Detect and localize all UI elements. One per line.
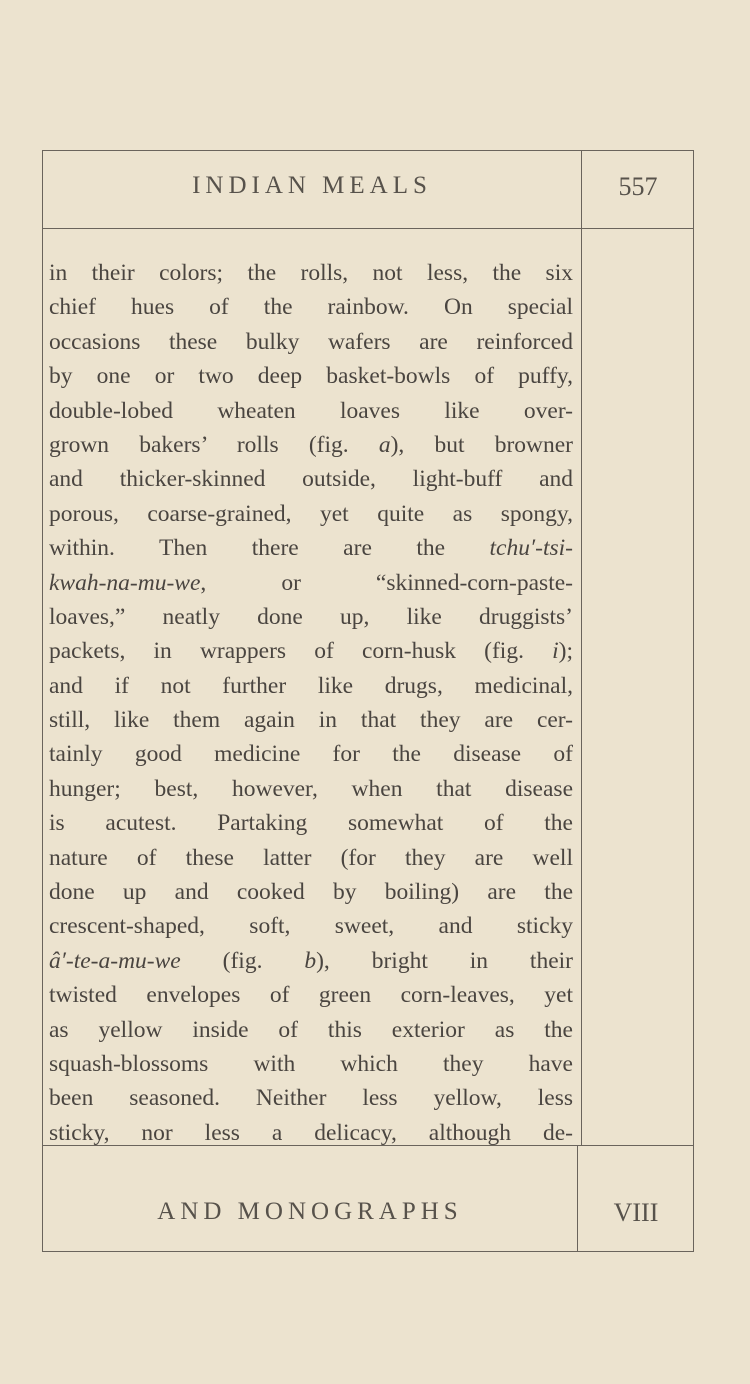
text-segment: by one or two deep basket-bowls of puffy,: [49, 363, 573, 390]
text-line: [49, 705, 573, 739]
text-line: [49, 327, 573, 361]
text-line: [49, 877, 573, 911]
text-line: [49, 843, 573, 877]
italic-term: a: [378, 431, 391, 458]
text-line: [49, 602, 573, 636]
text-segment: double-lobed wheaten loaves like over-: [49, 397, 573, 424]
text-segment: tainly good medicine for the disease of: [49, 741, 573, 768]
text-segment: loaves,” neatly done up, like druggists’: [49, 603, 573, 630]
text-line: [49, 292, 573, 326]
italic-term: b: [304, 947, 317, 974]
text-line: [49, 396, 573, 430]
text-line: [49, 499, 573, 533]
text-line: [49, 808, 573, 842]
text-line: [49, 1015, 573, 1049]
text-segment: crescent-shaped, soft, sweet, and sticky: [49, 913, 573, 940]
text-line: [49, 980, 573, 1014]
text-line: [49, 1118, 573, 1152]
text-segment: is acutest. Partaking somewhat of the: [49, 810, 573, 837]
text-segment: ), bright in their: [316, 947, 573, 974]
running-head: INDIAN MEALS: [192, 172, 432, 199]
text-segment: porous, coarse-grained, yet quite as spongy,: [49, 500, 573, 527]
text-segment: hunger; best, however, when that disease: [49, 775, 573, 802]
header-divider: [42, 228, 694, 229]
text-line: [49, 361, 573, 395]
text-line: [49, 568, 573, 602]
page-number: 557: [618, 172, 658, 201]
text-segment: grown bakers’ rolls (fig.: [49, 431, 379, 458]
text-line: [49, 464, 573, 498]
italic-term: kwah-na-mu-we: [49, 569, 201, 596]
text-segment: within. Then there are the: [49, 535, 490, 562]
italic-term: â′-te-a-mu-we: [49, 947, 181, 974]
text-segment: twisted envelopes of green corn-leaves, yet: [49, 982, 573, 1009]
text-segment: done up and cooked by boiling) are the: [49, 879, 573, 906]
text-line: [49, 671, 573, 705]
text-segment: nature of these latter (for they are well: [49, 844, 573, 871]
text-segment: packets, in wrappers of corn-husk (fig.: [49, 638, 553, 665]
text-segment: squash-blossoms with which they have: [49, 1050, 573, 1077]
text-line: [49, 258, 573, 292]
text-segment: ), but browner: [390, 431, 573, 458]
text-segment: in their colors; the rolls, not less, the six: [49, 260, 573, 286]
text-line: [49, 533, 573, 567]
text-line: [49, 946, 573, 980]
body-text: [49, 258, 573, 1152]
running-foot: AND MONOGRAPHS: [157, 1198, 463, 1225]
italic-term: i: [552, 638, 559, 665]
text-segment: sticky, nor less a delicacy, although de-: [49, 1119, 573, 1146]
text-line: [49, 1049, 573, 1083]
text-line: [49, 911, 573, 945]
text-segment: been seasoned. Neither less yellow, less: [49, 1085, 573, 1112]
margin-column-divider: [581, 150, 582, 1145]
text-segment: , or “skinned-corn-paste-: [200, 569, 573, 596]
text-segment: );: [558, 638, 573, 665]
volume-number: VIII: [613, 1198, 659, 1227]
text-line: [49, 774, 573, 808]
footer-column-divider: [577, 1145, 578, 1252]
text-segment: and thicker-skinned outside, light-buff and: [49, 466, 573, 493]
text-segment: (fig.: [180, 947, 305, 974]
italic-term: tchu′-tsi-: [489, 535, 573, 562]
text-segment: and if not further like drugs, medicinal,: [49, 672, 573, 699]
text-line: [49, 739, 573, 773]
text-segment: still, like them again in that they are cer-: [49, 707, 573, 734]
text-segment: as yellow inside of this exterior as the: [49, 1016, 573, 1043]
text-segment: occasions these bulky wafers are reinforced: [49, 328, 573, 355]
text-line: [49, 430, 573, 464]
text-line: [49, 636, 573, 670]
text-segment: chief hues of the rainbow. On special: [49, 294, 573, 321]
text-line: [49, 1083, 573, 1117]
